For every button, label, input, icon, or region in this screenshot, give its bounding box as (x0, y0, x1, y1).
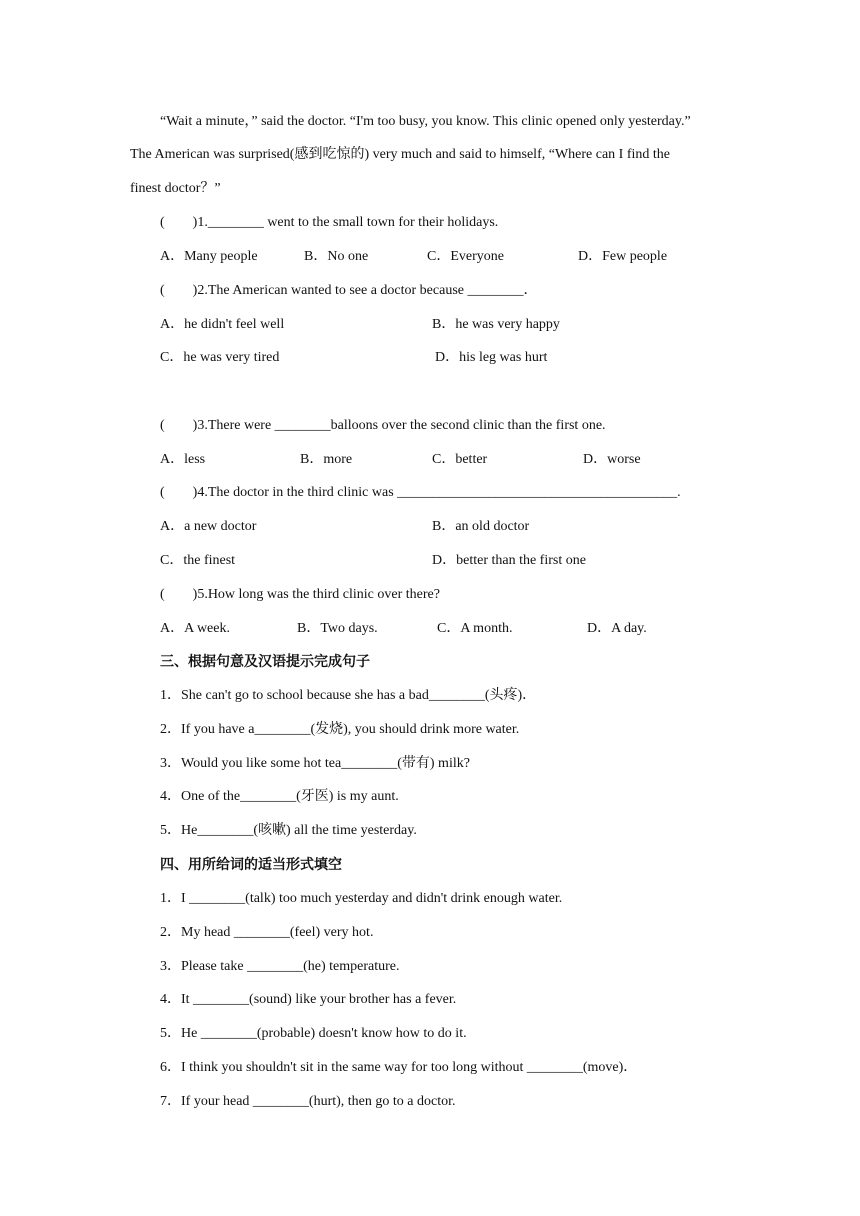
passage-line-3: finest doctor？” (130, 181, 221, 196)
question-4-option-b: B．an old doctor (432, 519, 530, 534)
section-4-item-7: 7．If your head ________(hurt), then go to a doctor. (160, 1094, 456, 1109)
passage-line-1: “Wait a minute，” said the doctor. “I'm too busy, you know. This clinic opened only yesterday.” (160, 114, 691, 129)
question-4-option-a: A．a new doctor (160, 519, 257, 534)
question-2-option-c: C．he was very tired (160, 350, 280, 365)
section-4-item-3: 3．Please take ________(he) temperature. (160, 959, 400, 974)
question-1-option-c: C．Everyone (427, 249, 504, 264)
section-3-item-4: 4．One of the________(牙医) is my aunt. (160, 789, 399, 804)
question-1-option-b: B．No one (304, 249, 369, 264)
question-1-option-d: D．Few people (578, 249, 668, 264)
question-3-option-b: B．more (300, 452, 353, 467)
question-4-option-d: D．better than the first one (432, 553, 586, 568)
question-3-stem: ( )3.There were ________balloons over the second clinic than the first one. (160, 418, 606, 433)
question-4-option-c: C．the finest (160, 553, 236, 568)
question-5-option-d: D．A day. (587, 621, 647, 636)
question-1-stem: ( )1.________ went to the small town for their holidays. (160, 215, 499, 230)
question-3-option-c: C．better (432, 452, 488, 467)
question-2-stem: ( )2.The American wanted to see a doctor because ________． (160, 283, 538, 298)
question-5-option-c: C．A month. (437, 621, 513, 636)
question-4-stem: ( )4.The doctor in the third clinic was ________________________________________. (160, 485, 681, 500)
question-2-option-d: D．his leg was hurt (435, 350, 548, 365)
question-3-option-d: D．worse (583, 452, 641, 467)
question-5-option-a: A．A week. (160, 621, 230, 636)
section-4-item-4: 4．It ________(sound) like your brother has a fever. (160, 992, 457, 1007)
section-4-item-2: 2．My head ________(feel) very hot. (160, 925, 374, 940)
section-3-item-1: 1．She can't go to school because she has a bad________(头疼)． (160, 688, 537, 703)
question-5-stem: ( )5.How long was the third clinic over there? (160, 587, 440, 602)
question-1-option-a: A．Many people (160, 249, 258, 264)
section-4-title: 四、用所给词的适当形式填空 (160, 857, 342, 873)
question-5-option-b: B．Two days. (297, 621, 378, 636)
question-3-option-a: A．less (160, 452, 206, 467)
section-3-item-2: 2．If you have a________(发烧), you should drink more water. (160, 722, 520, 737)
section-4-item-1: 1．I ________(talk) too much yesterday and didn't drink enough water. (160, 891, 563, 906)
section-3-item-5: 5．He________(咳嗽) all the time yesterday. (160, 823, 417, 838)
section-3-title: 三、根据句意及汉语提示完成句子 (160, 654, 370, 670)
section-4-item-5: 5．He ________(probable) doesn't know how to do it. (160, 1026, 467, 1041)
question-2-option-b: B．he was very happy (432, 317, 560, 332)
question-2-option-a: A．he didn't feel well (160, 317, 285, 332)
section-4-item-6: 6．I think you shouldn't sit in the same way for too long without ________(move)． (160, 1060, 638, 1075)
section-3-item-3: 3．Would you like some hot tea________(带有) milk? (160, 756, 470, 771)
passage-line-2: The American was surprised(感到吃惊的) very much and said to himself, “Where can I find the (130, 147, 670, 162)
